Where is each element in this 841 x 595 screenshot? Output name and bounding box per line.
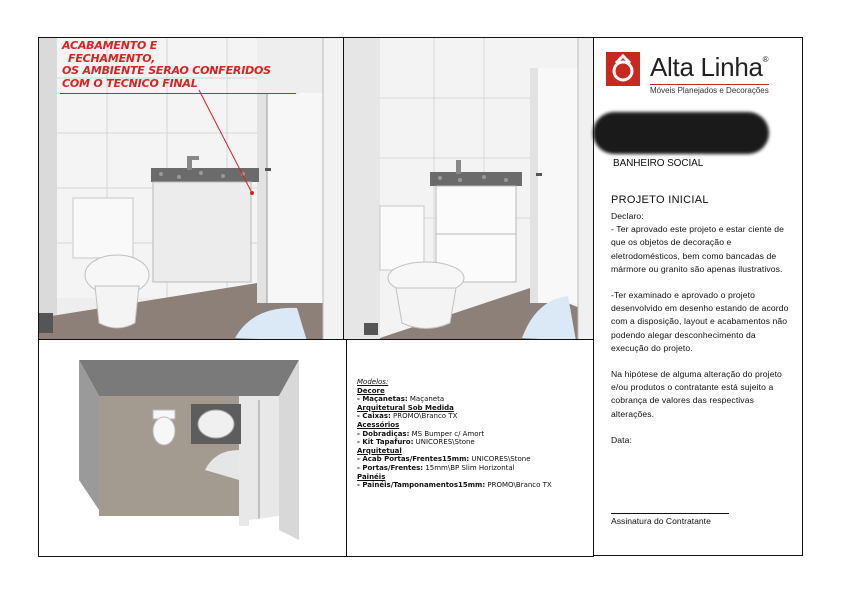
annotation-note — [62, 40, 271, 90]
notes-item: - Painéis/Tamponamentos15mm: PROMO\Branco TX — [357, 481, 552, 490]
annotation-line: OS AMBIENTE SERAO CONFERIDOS — [62, 64, 271, 77]
annotation-line: COM O TECNICO FINAL — [62, 76, 198, 90]
notes-section-title: Acessórios — [357, 420, 400, 429]
redacted-name — [593, 112, 769, 154]
notes-item: - Maçanetas: Maçaneta — [357, 395, 445, 404]
declaration-paragraph-2: -Ter examinado e aprovado o projeto desenvolvido em desenho estando de acordo com a disposição, layout e acabamentos não podendo alegar desconhecimento da execução do projeto. — [611, 290, 789, 353]
plan-view — [38, 339, 347, 557]
notes-item: - Kit Tapafuro: UNICORES\Stone — [357, 438, 475, 447]
notes-section-title: Arquitetural Sob Medida — [357, 403, 454, 412]
notes-item: - Caixas: PROMO\Branco TX — [357, 412, 458, 421]
project-title: PROJETO INICIAL — [611, 194, 709, 206]
declaro-label: Declaro: — [611, 211, 644, 221]
annotation-line: FECHAMENTO, — [68, 51, 156, 65]
notes-section-title: Decore — [357, 386, 385, 395]
declaration-text — [611, 210, 793, 447]
render-view-right — [343, 37, 594, 340]
annotation-underline — [60, 93, 296, 94]
bathroom-render-right — [344, 38, 594, 340]
notes-section-title: Painéis — [357, 472, 386, 481]
signature-line — [611, 513, 729, 514]
materials-notes — [357, 378, 552, 490]
notes-item: - Acab Portas/Frentes15mm: UNICORES\Stone — [357, 455, 531, 464]
alta-linha-logo-icon — [606, 52, 640, 86]
date-label: Data: — [611, 434, 633, 445]
logo-name: Alta Linha® — [650, 52, 769, 82]
notes-section-title: Arquitetual — [357, 446, 402, 455]
room-subtitle: BANHEIRO SOCIAL — [613, 158, 704, 169]
declaration-paragraph-1: - Ter aprovado este projeto e estar ciente de que os objetos de decoração e eletrodomésticos, bem como bancadas de mármore ou granito são apenas ilustrativos. — [611, 224, 784, 274]
annotation-line: ACABAMENTO E — [62, 39, 158, 52]
declaration-paragraph-3: Na hipótese de alguma alteração do projeto e/ou produtos o contratante está sujeito a cobrança de valores das respectivas alterações. — [611, 369, 782, 419]
bathroom-plan-render — [39, 340, 347, 557]
logo-tagline: Móveis Planejados e Decorações — [650, 86, 769, 95]
notes-item: - Portas/Frentes: 15mm\BP Slim Horizontal — [357, 463, 515, 472]
signature-label: Assinatura do Contratante — [611, 516, 711, 526]
notes-heading: Modelos: — [357, 378, 389, 386]
notes-item: - Dobradiças: MS Bumper c/ Amort — [357, 429, 485, 438]
